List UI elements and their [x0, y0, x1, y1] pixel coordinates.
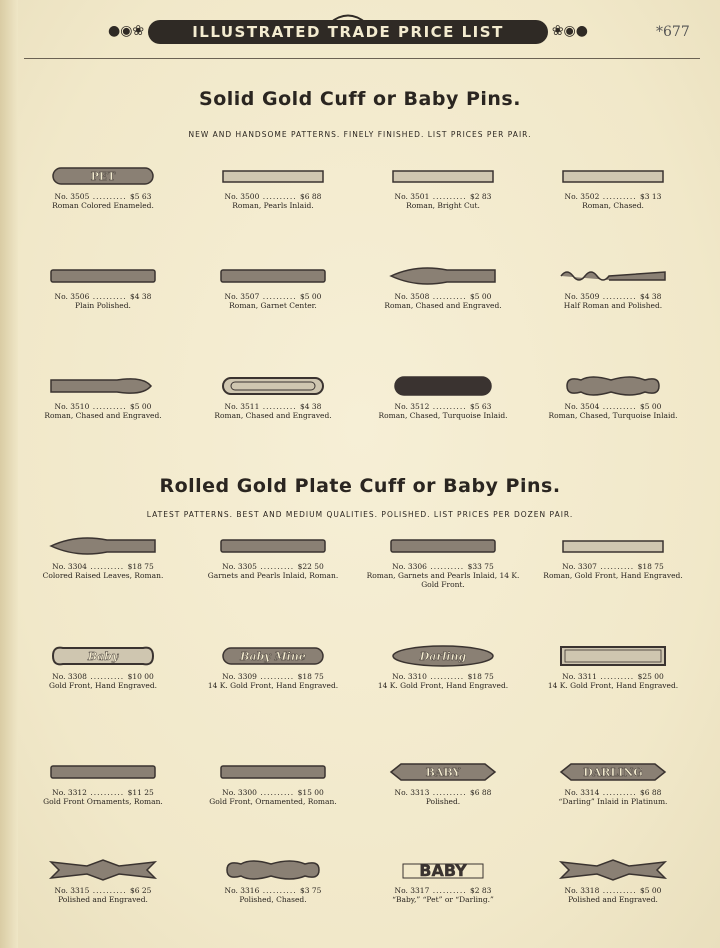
pin-3305	[188, 532, 358, 580]
pin-3506-caption	[18, 292, 188, 310]
pin-3506	[18, 262, 188, 310]
item-description: Roman, Chased and Engraved.	[214, 411, 332, 420]
section-title-rolled-gold: Rolled Gold Plate Cuff or Baby Pins.	[159, 475, 561, 497]
leader-dots: ..........	[599, 788, 640, 797]
leader-dots: ..........	[89, 292, 130, 301]
leader-dots: ..........	[599, 292, 640, 301]
pin-3509-price-line	[528, 292, 698, 301]
pin-3312-illustration	[47, 758, 159, 786]
pin-3508-caption	[358, 292, 528, 310]
pin-3318-price-line	[528, 886, 698, 895]
pin-3309-price-line	[188, 672, 358, 681]
pin-3507	[188, 262, 358, 310]
pin-3300	[188, 758, 358, 806]
pin-3310-illustration	[387, 642, 499, 670]
section-subtitle-rolled-gold: LATEST PATTERNS. BEST AND MEDIUM QUALITIES. POLISHED. LIST PRICES PER DOZEN PAIR.	[146, 510, 574, 519]
pin-3511-illustration	[217, 372, 329, 400]
pin-3509-caption	[528, 292, 698, 310]
pin-3315-illustration	[47, 856, 159, 884]
pin-3305-price-line	[188, 562, 358, 571]
leader-dots: ..........	[429, 292, 470, 301]
item-price: $5 63	[129, 192, 152, 201]
pin-3318	[528, 856, 698, 904]
leader-dots: ..........	[599, 886, 640, 895]
leader-dots: ..........	[599, 192, 640, 201]
pin-3502-caption	[528, 192, 698, 210]
pin-3311	[528, 642, 698, 690]
pin-3316-caption	[188, 886, 358, 904]
item-price: $5 63	[469, 402, 492, 411]
left-scroll-ornament-icon: ●◉❀	[108, 23, 145, 39]
pin-3500-illustration	[217, 162, 329, 190]
item-description: Polished.	[425, 797, 461, 806]
pin-3304-illustration	[47, 532, 159, 560]
item-number: No. 3314	[564, 788, 600, 797]
pin-3313-price-line	[358, 788, 528, 797]
leader-dots: ..........	[256, 562, 298, 571]
pin-3308	[18, 642, 188, 690]
item-description: “Baby,” “Pet” or “Darling.”	[392, 895, 494, 904]
item-description: Roman, Pearls Inlaid.	[232, 201, 314, 210]
item-price: $6 88	[299, 192, 322, 201]
header-banner-text: ILLUSTRATED TRADE PRICE LIST	[192, 23, 504, 41]
pin-3315-price-line	[18, 886, 188, 895]
item-description: Roman Colored Enameled.	[52, 201, 154, 210]
item-description: Roman, Bright Cut.	[406, 201, 480, 210]
leader-dots: ..........	[429, 192, 470, 201]
item-description: Half Roman and Polished.	[563, 301, 663, 310]
item-description: Garnets and Pearls Inlaid, Roman.	[207, 571, 339, 580]
pin-3508	[358, 262, 528, 310]
item-price: $18 75	[467, 672, 494, 681]
leader-dots: ..........	[259, 292, 300, 301]
pin-3501-illustration	[387, 162, 499, 190]
item-price: $15 00	[297, 788, 324, 797]
leader-dots: ..........	[426, 562, 468, 571]
leader-dots: ..........	[89, 192, 130, 201]
item-number: No. 3500	[224, 192, 260, 201]
pin-3500	[188, 162, 358, 210]
pin-3509-illustration	[557, 262, 669, 290]
pin-3313-caption	[358, 788, 528, 806]
pin-3510-price-line	[18, 402, 188, 411]
item-number: No. 3507	[224, 292, 260, 301]
item-price: $5 00	[129, 402, 152, 411]
pin-3506-illustration	[47, 262, 159, 290]
pin-3506-price-line	[18, 292, 188, 301]
item-number: No. 3312	[52, 788, 87, 797]
item-description: 14 K. Gold Front, Hand Engraved.	[377, 681, 509, 690]
item-description: Polished and Engraved.	[568, 895, 658, 904]
pin-3317-caption	[358, 886, 528, 904]
leader-dots: ..........	[259, 402, 300, 411]
item-number: No. 3311	[562, 672, 597, 681]
pin-3317	[358, 856, 528, 904]
pin-3317-illustration	[387, 856, 499, 884]
item-price: $5 00	[469, 292, 492, 301]
header-banner	[148, 20, 548, 44]
pin-3310-caption	[358, 672, 528, 690]
item-price: $3 13	[639, 192, 662, 201]
item-description: Colored Raised Leaves, Roman.	[42, 571, 164, 580]
item-description: Gold Front Ornaments, Roman.	[43, 797, 163, 806]
item-description: Roman, Chased and Engraved.	[384, 301, 502, 310]
pin-3502-illustration	[557, 162, 669, 190]
pin-3508-price-line	[358, 292, 528, 301]
item-description: Gold Front, Ornamented, Roman.	[209, 797, 337, 806]
item-number: No. 3300	[222, 788, 257, 797]
item-description: “Darling” Inlaid in Platinum.	[558, 797, 668, 806]
pin-3315-caption	[18, 886, 188, 904]
item-number: No. 3316	[224, 886, 260, 895]
pin-3313-engraving: BABY	[425, 766, 461, 779]
item-price: $5 00	[639, 886, 662, 895]
item-description: Polished and Engraved.	[58, 895, 148, 904]
pin-3318-caption	[528, 886, 698, 904]
pin-3300-illustration	[217, 758, 329, 786]
leader-dots: ..........	[256, 672, 298, 681]
pin-3504-caption	[528, 402, 698, 420]
item-number: No. 3308	[52, 672, 87, 681]
item-description: Roman, Garnets and Pearls Inlaid, 14 K. Gold Front.	[366, 571, 520, 589]
pin-3300-price-line	[188, 788, 358, 797]
item-price: $5 00	[299, 292, 322, 301]
pin-3305-caption	[188, 562, 358, 580]
pin-3309-illustration	[217, 642, 329, 670]
item-price: $5 00	[639, 402, 662, 411]
item-number: No. 3508	[394, 292, 430, 301]
leader-dots: ..........	[429, 886, 470, 895]
pin-3512	[358, 372, 528, 420]
pin-3501-caption	[358, 192, 528, 210]
item-number: No. 3306	[392, 562, 427, 571]
pin-3511-caption	[188, 402, 358, 420]
page-number-star: *	[656, 24, 663, 40]
item-price: $25 00	[637, 672, 664, 681]
pin-3312-price-line	[18, 788, 188, 797]
pin-3511	[188, 372, 358, 420]
leader-dots: ..........	[426, 672, 468, 681]
pin-3312	[18, 758, 188, 806]
item-price: $33 75	[467, 562, 494, 571]
pin-3316	[188, 856, 358, 904]
item-number: No. 3510	[54, 402, 90, 411]
item-description: Roman, Gold Front, Hand Engraved.	[543, 571, 683, 580]
item-number: No. 3509	[564, 292, 600, 301]
pin-3505-illustration	[47, 162, 159, 190]
pin-3505	[18, 162, 188, 210]
pin-3500-caption	[188, 192, 358, 210]
pin-3307-illustration	[557, 532, 669, 560]
item-number: No. 3310	[392, 672, 427, 681]
pin-3505-caption	[18, 192, 188, 210]
item-description: Plain Polished.	[75, 301, 131, 310]
item-price: $6 88	[469, 788, 492, 797]
pin-3310-price-line	[358, 672, 528, 681]
pin-3311-price-line	[528, 672, 698, 681]
item-number: No. 3318	[564, 886, 600, 895]
leader-dots: ..........	[596, 562, 638, 571]
pin-3512-price-line	[358, 402, 528, 411]
pin-3501	[358, 162, 528, 210]
leader-dots: ..........	[86, 672, 128, 681]
pin-3504	[528, 372, 698, 420]
item-price: $3 75	[299, 886, 322, 895]
item-price: $10 00	[127, 672, 154, 681]
item-price: $18 75	[637, 562, 664, 571]
item-price: $18 75	[127, 562, 154, 571]
pin-3306-price-line	[358, 562, 528, 571]
pin-3505-price-line	[18, 192, 188, 201]
pin-3309	[188, 642, 358, 690]
pin-3306-illustration	[387, 532, 499, 560]
pin-3307-price-line	[528, 562, 698, 571]
pin-3507-caption	[188, 292, 358, 310]
item-number: No. 3512	[394, 402, 430, 411]
pin-3314-engraving: DARLING	[583, 766, 643, 779]
pin-3308-engraving: Baby	[87, 650, 119, 663]
pin-3508-illustration	[387, 262, 499, 290]
pin-3318-illustration	[557, 856, 669, 884]
item-price: $18 75	[297, 672, 324, 681]
pin-3315	[18, 856, 188, 904]
item-number: No. 3309	[222, 672, 257, 681]
pin-3317-price-line	[358, 886, 528, 895]
leader-dots: ..........	[599, 402, 640, 411]
item-price: $22 50	[297, 562, 324, 571]
pin-3309-caption	[188, 672, 358, 690]
item-price: $4 38	[299, 402, 322, 411]
item-description: 14 K. Gold Front, Hand Engraved.	[207, 681, 339, 690]
pin-3507-illustration	[217, 262, 329, 290]
item-description: Roman, Chased and Engraved.	[44, 411, 162, 420]
pin-3316-illustration	[217, 856, 329, 884]
section-title-solid-gold: Solid Gold Cuff or Baby Pins.	[199, 88, 521, 110]
pin-3510-caption	[18, 402, 188, 420]
item-number: No. 3305	[222, 562, 257, 571]
pin-3502	[528, 162, 698, 210]
pin-3314-illustration	[557, 758, 669, 786]
leader-dots: ..........	[429, 788, 470, 797]
pin-3509	[528, 262, 698, 310]
pin-3312-caption	[18, 788, 188, 806]
item-price: $6 25	[129, 886, 152, 895]
pin-3307-caption	[528, 562, 698, 580]
leader-dots: ..........	[86, 562, 128, 571]
pin-3314-caption	[528, 788, 698, 806]
pin-3309-engraving: Baby Mine	[240, 650, 306, 663]
item-price: $11 25	[127, 788, 154, 797]
pin-3314	[528, 758, 698, 806]
pin-3311-caption	[528, 672, 698, 690]
pin-3510-illustration	[47, 372, 159, 400]
item-price: $6 88	[639, 788, 662, 797]
item-number: No. 3511	[224, 402, 260, 411]
pin-3313-illustration	[387, 758, 499, 786]
right-scroll-ornament-icon: ❀◉●	[551, 23, 588, 39]
pin-3306-caption	[358, 562, 528, 589]
leader-dots: ..........	[596, 672, 638, 681]
item-price: $2 83	[469, 192, 492, 201]
item-number: No. 3317	[394, 886, 430, 895]
item-number: No. 3315	[54, 886, 90, 895]
item-number: No. 3304	[52, 562, 87, 571]
page-spine	[0, 0, 18, 948]
item-number: No. 3506	[54, 292, 90, 301]
item-price: $2 83	[469, 886, 492, 895]
item-description: 14 K. Gold Front, Hand Engraved.	[547, 681, 679, 690]
pin-3310	[358, 642, 528, 690]
pin-3311-illustration	[557, 642, 669, 670]
leader-dots: ..........	[89, 886, 130, 895]
section-subtitle-solid-gold: NEW AND HANDSOME PATTERNS. FINELY FINISHED. LIST PRICES PER PAIR.	[188, 130, 532, 139]
pin-3300-caption	[188, 788, 358, 806]
pin-3504-illustration	[557, 372, 669, 400]
pin-3310-engraving: Darling	[419, 650, 467, 663]
leader-dots: ..........	[259, 192, 300, 201]
item-description: Roman, Chased.	[582, 201, 644, 210]
leader-dots: ..........	[86, 788, 128, 797]
pin-3500-price-line	[188, 192, 358, 201]
pin-3511-price-line	[188, 402, 358, 411]
pin-3304	[18, 532, 188, 580]
pin-3314-price-line	[528, 788, 698, 797]
item-number: No. 3313	[394, 788, 430, 797]
pin-3317-engraving: BABY	[419, 861, 467, 880]
item-description: Gold Front, Hand Engraved.	[48, 681, 158, 690]
pin-3308-illustration	[47, 642, 159, 670]
pin-3505-engraving: PET	[90, 170, 116, 183]
pin-3313	[358, 758, 528, 806]
leader-dots: ..........	[429, 402, 470, 411]
item-price: $4 38	[129, 292, 152, 301]
item-number: No. 3502	[564, 192, 600, 201]
item-number: No. 3307	[562, 562, 597, 571]
pin-3510	[18, 372, 188, 420]
pin-3305-illustration	[217, 532, 329, 560]
pin-3308-price-line	[18, 672, 188, 681]
item-description: Roman, Chased, Turquoise Inlaid.	[548, 411, 678, 420]
item-description: Polished, Chased.	[239, 895, 307, 904]
page-number-value: 677	[663, 24, 690, 40]
pin-3316-price-line	[188, 886, 358, 895]
pin-3306	[358, 532, 528, 589]
pin-3304-caption	[18, 562, 188, 580]
pin-3308-caption	[18, 672, 188, 690]
leader-dots: ..........	[256, 788, 298, 797]
item-number: No. 3505	[54, 192, 90, 201]
pin-3502-price-line	[528, 192, 698, 201]
pin-3507-price-line	[188, 292, 358, 301]
item-price: $4 38	[639, 292, 662, 301]
pin-3512-caption	[358, 402, 528, 420]
pin-3307	[528, 532, 698, 580]
item-description: Roman, Chased, Turquoise Inlaid.	[378, 411, 508, 420]
pin-3304-price-line	[18, 562, 188, 571]
item-description: Roman, Garnet Center.	[229, 301, 317, 310]
leader-dots: ..........	[89, 402, 130, 411]
pin-3512-illustration	[387, 372, 499, 400]
pin-3504-price-line	[528, 402, 698, 411]
page-number	[656, 24, 690, 40]
header-rule	[24, 58, 700, 59]
item-number: No. 3501	[394, 192, 430, 201]
pin-3501-price-line	[358, 192, 528, 201]
leader-dots: ..........	[259, 886, 300, 895]
page-header	[108, 14, 588, 50]
item-number: No. 3504	[564, 402, 600, 411]
